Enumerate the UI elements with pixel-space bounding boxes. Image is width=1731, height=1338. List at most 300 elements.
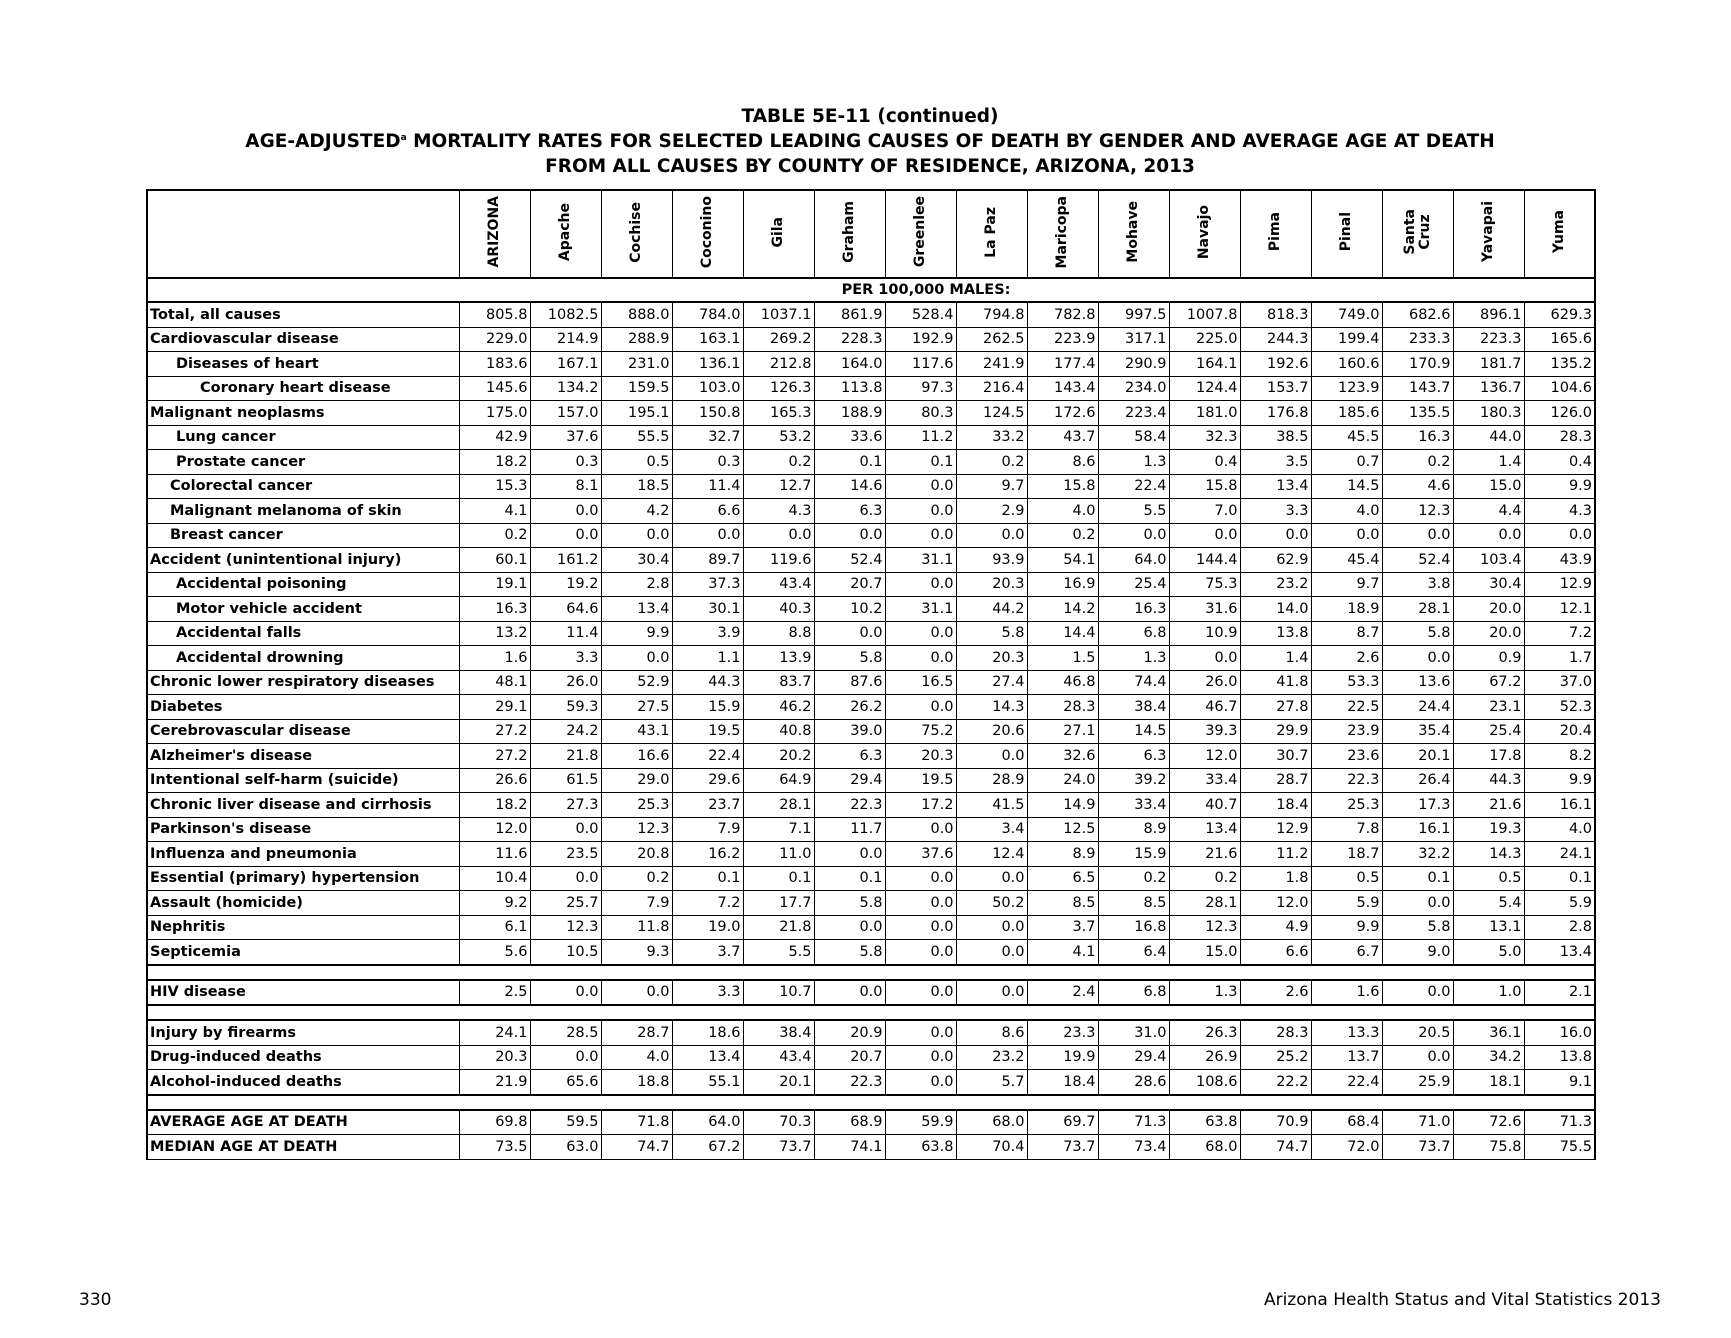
table-cell: 18.4 bbox=[1240, 793, 1311, 818]
table-cell: 15.8 bbox=[1027, 474, 1098, 499]
table-cell: 0.1 bbox=[672, 866, 743, 891]
table-cell: 8.8 bbox=[743, 621, 814, 646]
table-cell: 39.3 bbox=[1169, 719, 1240, 744]
table-cell: 10.4 bbox=[459, 866, 530, 891]
table-cell: 12.3 bbox=[601, 817, 672, 842]
table-cell: 0.0 bbox=[601, 980, 672, 1006]
column-header-label: Pinal bbox=[1338, 212, 1354, 252]
table-cell: 25.3 bbox=[601, 793, 672, 818]
table-cell: 41.8 bbox=[1240, 670, 1311, 695]
table-cell: 1.3 bbox=[1098, 646, 1169, 671]
table-cell: 157.0 bbox=[530, 401, 601, 426]
section-spacer bbox=[147, 1005, 1595, 1020]
table-row bbox=[147, 1070, 1595, 1095]
table-cell: 21.8 bbox=[743, 915, 814, 940]
table-row bbox=[147, 352, 1595, 377]
table-cell: 31.1 bbox=[885, 597, 956, 622]
column-header-label: ARIZONA bbox=[486, 196, 502, 268]
table-cell: 10.2 bbox=[814, 597, 885, 622]
table-cell: 70.3 bbox=[743, 1110, 814, 1135]
column-header bbox=[1169, 190, 1240, 278]
table-cell: 28.3 bbox=[1524, 425, 1595, 450]
table-cell: 8.7 bbox=[1311, 621, 1382, 646]
table-cell: 4.0 bbox=[601, 1045, 672, 1070]
table-cell: 16.1 bbox=[1524, 793, 1595, 818]
table-cell: 1.7 bbox=[1524, 646, 1595, 671]
table-cell: 12.3 bbox=[1169, 915, 1240, 940]
table-cell: 5.9 bbox=[1311, 891, 1382, 916]
table-cell: 39.0 bbox=[814, 719, 885, 744]
table-cell: 20.0 bbox=[1453, 621, 1524, 646]
table-cell: 10.7 bbox=[743, 980, 814, 1006]
table-cell: 30.7 bbox=[1240, 744, 1311, 769]
table-row bbox=[147, 670, 1595, 695]
table-title-block bbox=[146, 104, 1594, 179]
row-label: Motor vehicle accident bbox=[147, 597, 459, 622]
table-cell: 46.7 bbox=[1169, 695, 1240, 720]
column-header bbox=[885, 190, 956, 278]
table-cell: 9.0 bbox=[1382, 940, 1453, 965]
table-cell: 28.1 bbox=[1382, 597, 1453, 622]
table-cell: 28.7 bbox=[601, 1020, 672, 1045]
table-cell: 4.6 bbox=[1382, 474, 1453, 499]
table-cell: 212.8 bbox=[743, 352, 814, 377]
table-cell: 23.2 bbox=[956, 1045, 1027, 1070]
table-cell: 4.0 bbox=[1311, 499, 1382, 524]
table-cell: 126.3 bbox=[743, 376, 814, 401]
table-cell: 861.9 bbox=[814, 302, 885, 327]
table-cell: 0.0 bbox=[885, 695, 956, 720]
table-cell: 22.3 bbox=[1311, 768, 1382, 793]
column-header bbox=[814, 190, 885, 278]
column-header-label: Santa Cruz bbox=[1401, 209, 1433, 255]
table-cell: 175.0 bbox=[459, 401, 530, 426]
table-cell: 216.4 bbox=[956, 376, 1027, 401]
table-cell: 165.3 bbox=[743, 401, 814, 426]
table-cell: 40.8 bbox=[743, 719, 814, 744]
column-header bbox=[601, 190, 672, 278]
table-cell: 26.2 bbox=[814, 695, 885, 720]
table-cell: 0.1 bbox=[1524, 866, 1595, 891]
table-cell: 160.6 bbox=[1311, 352, 1382, 377]
table-cell: 73.7 bbox=[743, 1135, 814, 1160]
table-cell: 11.2 bbox=[885, 425, 956, 450]
table-cell: 0.0 bbox=[814, 980, 885, 1006]
table-cell: 123.9 bbox=[1311, 376, 1382, 401]
table-cell: 93.9 bbox=[956, 548, 1027, 573]
table-cell: 195.1 bbox=[601, 401, 672, 426]
table-cell: 32.3 bbox=[1169, 425, 1240, 450]
table-cell: 0.0 bbox=[956, 980, 1027, 1006]
table-cell: 8.9 bbox=[1027, 842, 1098, 867]
table-cell: 15.0 bbox=[1169, 940, 1240, 965]
table-cell: 12.1 bbox=[1524, 597, 1595, 622]
table-cell: 25.4 bbox=[1453, 719, 1524, 744]
table-cell: 70.9 bbox=[1240, 1110, 1311, 1135]
table-cell: 231.0 bbox=[601, 352, 672, 377]
table-cell: 4.4 bbox=[1453, 499, 1524, 524]
table-cell: 24.2 bbox=[530, 719, 601, 744]
table-cell: 0.2 bbox=[459, 523, 530, 548]
table-cell: 136.1 bbox=[672, 352, 743, 377]
row-label: Injury by firearms bbox=[147, 1020, 459, 1045]
table-cell: 18.7 bbox=[1311, 842, 1382, 867]
table-cell: 16.3 bbox=[459, 597, 530, 622]
table-row bbox=[147, 915, 1595, 940]
table-cell: 12.9 bbox=[1240, 817, 1311, 842]
table-cell: 17.2 bbox=[885, 793, 956, 818]
table-cell: 22.4 bbox=[672, 744, 743, 769]
table-cell: 0.0 bbox=[1382, 523, 1453, 548]
row-label: Alzheimer's disease bbox=[147, 744, 459, 769]
table-cell: 228.3 bbox=[814, 327, 885, 352]
table-number: TABLE 5E-11 (continued) bbox=[741, 106, 999, 127]
column-header-label: Yavapai bbox=[1480, 201, 1496, 263]
table-cell: 229.0 bbox=[459, 327, 530, 352]
table-cell: 9.9 bbox=[1311, 915, 1382, 940]
table-title-line3: FROM ALL CAUSES BY COUNTY OF RESIDENCE, ARIZONA, 2013 bbox=[545, 156, 1195, 177]
table-cell: 18.2 bbox=[459, 793, 530, 818]
table-cell: 119.6 bbox=[743, 548, 814, 573]
table-cell: 0.2 bbox=[1098, 866, 1169, 891]
table-cell: 19.2 bbox=[530, 572, 601, 597]
table-cell: 30.4 bbox=[601, 548, 672, 573]
table-cell: 1.8 bbox=[1240, 866, 1311, 891]
table-cell: 97.3 bbox=[885, 376, 956, 401]
table-cell: 18.9 bbox=[1311, 597, 1382, 622]
table-cell: 14.4 bbox=[1027, 621, 1098, 646]
table-cell: 21.9 bbox=[459, 1070, 530, 1095]
table-cell: 290.9 bbox=[1098, 352, 1169, 377]
row-label: Cerebrovascular disease bbox=[147, 719, 459, 744]
table-cell: 14.0 bbox=[1240, 597, 1311, 622]
table-cell: 241.9 bbox=[956, 352, 1027, 377]
table-cell: 0.2 bbox=[1382, 450, 1453, 475]
table-cell: 10.5 bbox=[530, 940, 601, 965]
table-cell: 29.1 bbox=[459, 695, 530, 720]
table-cell: 223.9 bbox=[1027, 327, 1098, 352]
row-label: Chronic liver disease and cirrhosis bbox=[147, 793, 459, 818]
table-cell: 896.1 bbox=[1453, 302, 1524, 327]
table-cell: 16.9 bbox=[1027, 572, 1098, 597]
table-cell: 0.2 bbox=[956, 450, 1027, 475]
table-cell: 0.3 bbox=[672, 450, 743, 475]
table-cell: 4.0 bbox=[1524, 817, 1595, 842]
table-cell: 74.7 bbox=[601, 1135, 672, 1160]
table-cell: 0.7 bbox=[1311, 450, 1382, 475]
table-cell: 24.1 bbox=[1524, 842, 1595, 867]
table-cell: 75.3 bbox=[1169, 572, 1240, 597]
table-body bbox=[147, 278, 1595, 1159]
table-cell: 62.9 bbox=[1240, 548, 1311, 573]
table-cell: 16.6 bbox=[601, 744, 672, 769]
table-cell: 68.0 bbox=[1169, 1135, 1240, 1160]
table-cell: 1037.1 bbox=[743, 302, 814, 327]
table-cell: 68.9 bbox=[814, 1110, 885, 1135]
table-cell: 29.0 bbox=[601, 768, 672, 793]
table-cell: 14.5 bbox=[1311, 474, 1382, 499]
table-cell: 0.0 bbox=[885, 499, 956, 524]
table-cell: 73.7 bbox=[1382, 1135, 1453, 1160]
footnote-marker: a bbox=[400, 132, 407, 143]
row-label: Assault (homicide) bbox=[147, 891, 459, 916]
table-cell: 12.0 bbox=[1169, 744, 1240, 769]
table-cell: 54.1 bbox=[1027, 548, 1098, 573]
table-cell: 27.4 bbox=[956, 670, 1027, 695]
table-cell: 18.4 bbox=[1027, 1070, 1098, 1095]
table-cell: 176.8 bbox=[1240, 401, 1311, 426]
table-cell: 9.9 bbox=[601, 621, 672, 646]
table-cell: 0.0 bbox=[885, 1020, 956, 1045]
table-cell: 0.0 bbox=[814, 523, 885, 548]
row-label: Lung cancer bbox=[147, 425, 459, 450]
table-cell: 67.2 bbox=[1453, 670, 1524, 695]
table-cell: 0.0 bbox=[743, 523, 814, 548]
table-cell: 75.8 bbox=[1453, 1135, 1524, 1160]
table-cell: 1.5 bbox=[1027, 646, 1098, 671]
table-cell: 12.0 bbox=[459, 817, 530, 842]
row-label: Septicemia bbox=[147, 940, 459, 965]
table-cell: 5.6 bbox=[459, 940, 530, 965]
table-cell: 0.0 bbox=[956, 744, 1027, 769]
table-cell: 37.6 bbox=[530, 425, 601, 450]
table-cell: 20.1 bbox=[743, 1070, 814, 1095]
table-cell: 14.6 bbox=[814, 474, 885, 499]
row-label: Chronic lower respiratory diseases bbox=[147, 670, 459, 695]
table-cell: 262.5 bbox=[956, 327, 1027, 352]
table-cell: 31.1 bbox=[885, 548, 956, 573]
table-cell: 0.0 bbox=[885, 980, 956, 1006]
table-cell: 7.9 bbox=[601, 891, 672, 916]
table-cell: 183.6 bbox=[459, 352, 530, 377]
column-header bbox=[1382, 190, 1453, 278]
table-cell: 44.3 bbox=[672, 670, 743, 695]
table-cell: 126.0 bbox=[1524, 401, 1595, 426]
table-cell: 28.3 bbox=[1240, 1020, 1311, 1045]
table-row bbox=[147, 646, 1595, 671]
table-cell: 16.3 bbox=[1098, 597, 1169, 622]
row-label: Accidental poisoning bbox=[147, 572, 459, 597]
table-cell: 26.0 bbox=[1169, 670, 1240, 695]
table-cell: 1007.8 bbox=[1169, 302, 1240, 327]
table-cell: 3.3 bbox=[530, 646, 601, 671]
table-cell: 39.2 bbox=[1098, 768, 1169, 793]
table-row bbox=[147, 376, 1595, 401]
table-cell: 37.3 bbox=[672, 572, 743, 597]
table-cell: 33.2 bbox=[956, 425, 1027, 450]
table-cell: 0.0 bbox=[1382, 646, 1453, 671]
table-cell: 33.4 bbox=[1169, 768, 1240, 793]
table-cell: 682.6 bbox=[1382, 302, 1453, 327]
column-header-label: Navajo bbox=[1196, 204, 1212, 260]
table-cell: 13.2 bbox=[459, 621, 530, 646]
table-cell: 16.1 bbox=[1382, 817, 1453, 842]
table-cell: 1.6 bbox=[1311, 980, 1382, 1006]
table-cell: 16.2 bbox=[672, 842, 743, 867]
table-cell: 150.8 bbox=[672, 401, 743, 426]
table-cell: 185.6 bbox=[1311, 401, 1382, 426]
table-cell: 1082.5 bbox=[530, 302, 601, 327]
table-cell: 38.4 bbox=[1098, 695, 1169, 720]
table-cell: 27.1 bbox=[1027, 719, 1098, 744]
table-cell: 20.3 bbox=[885, 744, 956, 769]
table-cell: 4.0 bbox=[1027, 499, 1098, 524]
table-cell: 0.0 bbox=[885, 866, 956, 891]
table-cell: 19.9 bbox=[1027, 1045, 1098, 1070]
table-cell: 17.7 bbox=[743, 891, 814, 916]
table-cell: 0.4 bbox=[1169, 450, 1240, 475]
table-cell: 63.0 bbox=[530, 1135, 601, 1160]
table-cell: 46.8 bbox=[1027, 670, 1098, 695]
table-cell: 0.5 bbox=[601, 450, 672, 475]
table-cell: 0.2 bbox=[601, 866, 672, 891]
table-cell: 0.0 bbox=[1169, 523, 1240, 548]
column-header bbox=[459, 190, 530, 278]
table-cell: 11.8 bbox=[601, 915, 672, 940]
table-row bbox=[147, 1110, 1595, 1135]
title-age-adjusted: AGE-ADJUSTED bbox=[245, 131, 401, 152]
table-cell: 26.6 bbox=[459, 768, 530, 793]
table-cell: 71.8 bbox=[601, 1110, 672, 1135]
table-cell: 136.7 bbox=[1453, 376, 1524, 401]
table-cell: 135.5 bbox=[1382, 401, 1453, 426]
table-cell: 15.9 bbox=[1098, 842, 1169, 867]
table-cell: 0.3 bbox=[530, 450, 601, 475]
title-line2-rest: MORTALITY RATES FOR SELECTED LEADING CAUSES OF DEATH BY GENDER AND AVERAGE AGE AT DEATH bbox=[406, 131, 1495, 152]
table-cell: 13.1 bbox=[1453, 915, 1524, 940]
table-row bbox=[147, 768, 1595, 793]
table-cell: 29.6 bbox=[672, 768, 743, 793]
table-cell: 13.8 bbox=[1240, 621, 1311, 646]
mortality-rates-table bbox=[146, 189, 1596, 1160]
table-cell: 20.3 bbox=[956, 646, 1027, 671]
table-row bbox=[147, 425, 1595, 450]
table-cell: 0.5 bbox=[1311, 866, 1382, 891]
table-cell: 0.0 bbox=[885, 891, 956, 916]
table-cell: 233.3 bbox=[1382, 327, 1453, 352]
table-cell: 22.4 bbox=[1311, 1070, 1382, 1095]
table-cell: 6.3 bbox=[1098, 744, 1169, 769]
table-cell: 5.5 bbox=[743, 940, 814, 965]
table-row bbox=[147, 548, 1595, 573]
table-cell: 13.3 bbox=[1311, 1020, 1382, 1045]
table-cell: 0.1 bbox=[814, 450, 885, 475]
table-cell: 34.2 bbox=[1453, 1045, 1524, 1070]
table-cell: 18.6 bbox=[672, 1020, 743, 1045]
table-cell: 8.5 bbox=[1027, 891, 1098, 916]
table-cell: 64.9 bbox=[743, 768, 814, 793]
table-cell: 5.8 bbox=[814, 940, 885, 965]
table-cell: 12.3 bbox=[1382, 499, 1453, 524]
table-cell: 30.1 bbox=[672, 597, 743, 622]
table-cell: 53.2 bbox=[743, 425, 814, 450]
table-row bbox=[147, 474, 1595, 499]
table-cell: 104.6 bbox=[1524, 376, 1595, 401]
table-cell: 4.1 bbox=[459, 499, 530, 524]
table-cell: 0.0 bbox=[814, 842, 885, 867]
table-cell: 143.4 bbox=[1027, 376, 1098, 401]
table-cell: 0.2 bbox=[1169, 866, 1240, 891]
table-cell: 223.4 bbox=[1098, 401, 1169, 426]
section-spacer-cell bbox=[147, 965, 1595, 980]
table-cell: 73.5 bbox=[459, 1135, 530, 1160]
table-cell: 188.9 bbox=[814, 401, 885, 426]
table-cell: 0.2 bbox=[743, 450, 814, 475]
table-title-line2 bbox=[146, 129, 1594, 154]
table-cell: 4.1 bbox=[1027, 940, 1098, 965]
table-cell: 59.5 bbox=[530, 1110, 601, 1135]
table-cell: 0.0 bbox=[956, 523, 1027, 548]
table-cell: 21.8 bbox=[530, 744, 601, 769]
table-cell: 69.8 bbox=[459, 1110, 530, 1135]
table-cell: 2.6 bbox=[1240, 980, 1311, 1006]
column-header bbox=[1524, 190, 1595, 278]
table-cell: 145.6 bbox=[459, 376, 530, 401]
table-cell: 25.3 bbox=[1311, 793, 1382, 818]
column-header-label: Pima bbox=[1267, 212, 1283, 252]
table-cell: 68.0 bbox=[956, 1110, 1027, 1135]
table-cell: 23.9 bbox=[1311, 719, 1382, 744]
table-cell: 0.0 bbox=[956, 915, 1027, 940]
table-cell: 5.8 bbox=[1382, 621, 1453, 646]
table-cell: 15.0 bbox=[1453, 474, 1524, 499]
table-cell: 11.4 bbox=[672, 474, 743, 499]
table-cell: 8.9 bbox=[1098, 817, 1169, 842]
table-cell: 181.7 bbox=[1453, 352, 1524, 377]
table-cell: 805.8 bbox=[459, 302, 530, 327]
table-row bbox=[147, 327, 1595, 352]
table-cell: 63.8 bbox=[1169, 1110, 1240, 1135]
table-cell: 0.9 bbox=[1453, 646, 1524, 671]
table-cell: 40.7 bbox=[1169, 793, 1240, 818]
table-cell: 0.0 bbox=[1382, 891, 1453, 916]
table-cell: 60.1 bbox=[459, 548, 530, 573]
table-cell: 6.1 bbox=[459, 915, 530, 940]
table-cell: 4.9 bbox=[1240, 915, 1311, 940]
table-cell: 794.8 bbox=[956, 302, 1027, 327]
table-cell: 26.0 bbox=[530, 670, 601, 695]
table-cell: 167.1 bbox=[530, 352, 601, 377]
table-cell: 74.7 bbox=[1240, 1135, 1311, 1160]
table-cell: 89.7 bbox=[672, 548, 743, 573]
table-cell: 161.2 bbox=[530, 548, 601, 573]
table-cell: 65.6 bbox=[530, 1070, 601, 1095]
table-cell: 20.2 bbox=[743, 744, 814, 769]
section-spacer bbox=[147, 1095, 1595, 1110]
row-label: Accidental falls bbox=[147, 621, 459, 646]
table-cell: 2.6 bbox=[1311, 646, 1382, 671]
table-cell: 9.2 bbox=[459, 891, 530, 916]
table-cell: 117.6 bbox=[885, 352, 956, 377]
table-cell: 0.2 bbox=[1027, 523, 1098, 548]
table-cell: 5.4 bbox=[1453, 891, 1524, 916]
table-cell: 9.7 bbox=[1311, 572, 1382, 597]
table-cell: 27.3 bbox=[530, 793, 601, 818]
table-cell: 143.7 bbox=[1382, 376, 1453, 401]
units-label: PER 100,000 MALES: bbox=[841, 282, 1011, 298]
table-cell: 38.4 bbox=[743, 1020, 814, 1045]
row-label: Breast cancer bbox=[147, 523, 459, 548]
table-cell: 46.2 bbox=[743, 695, 814, 720]
column-header-label: Yuma bbox=[1550, 210, 1567, 254]
table-cell: 6.8 bbox=[1098, 621, 1169, 646]
table-cell: 43.9 bbox=[1524, 548, 1595, 573]
table-cell: 2.8 bbox=[601, 572, 672, 597]
section-spacer-cell bbox=[147, 1095, 1595, 1110]
column-header-label: Mohave bbox=[1125, 201, 1141, 263]
table-cell: 163.1 bbox=[672, 327, 743, 352]
table-cell: 0.0 bbox=[885, 915, 956, 940]
